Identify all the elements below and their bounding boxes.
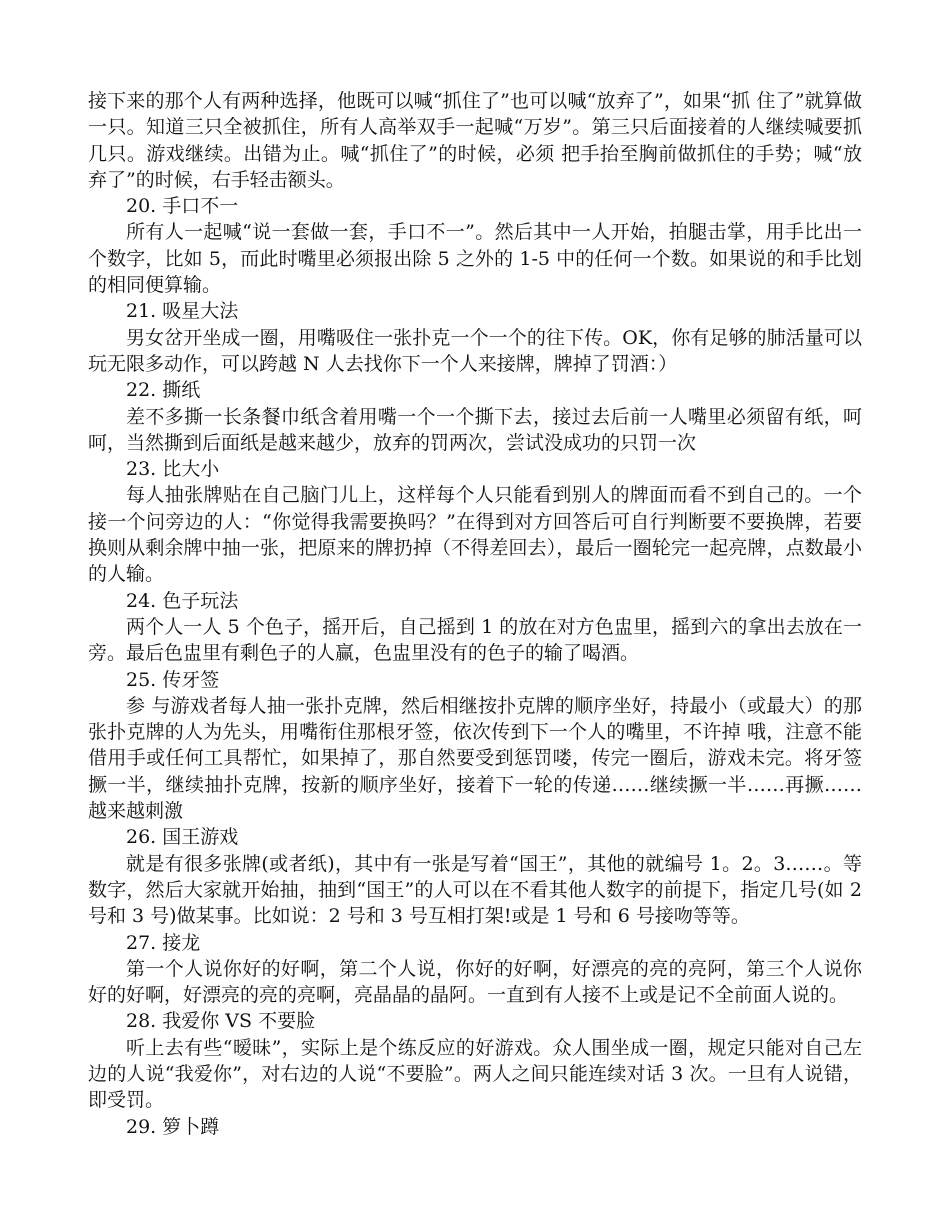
section-heading-20: 20. 手口不一 [126, 195, 239, 218]
section-heading-22: 22. 撕纸 [126, 379, 201, 402]
section-text-28: 听上去有些“暧昧”，实际上是个练反应的好游戏。众人围坐成一圈，规定只能对自己左边的人说“我爱你”，对右边的人说“不要脸”。两人之间只能连续对话 3 次。一旦有人说错，即受罚。 [88, 1036, 862, 1112]
section-text-26: 就是有很多张牌(或者纸)，其中有一张是写着“国王”，其他的就编号 1。2。3……。等数字，然后大家就开始抽，抽到“国王”的人可以在不看其他人数字的前提下，指定几号(如 2 号和 3 号)做某事。比如说：2 号和 3 号互相打架!或是 1 号和 6 号接吻等等。 [88, 852, 862, 928]
section-text-24: 两个人一人 5 个色子，摇开后，自己摇到 1 的放在对方色盅里，摇到六的拿出去放在一旁。最后色盅里有剩色子的人赢，色盅里没有的色子的输了喝酒。 [88, 615, 862, 665]
section-text-20: 所有人一起喊“说一套做一套，手口不一”。然后其中一人开始，拍腿击掌，用手比出一个数字，比如 5，而此时嘴里必须报出除 5 之外的 1-5 中的任何一个数。如果说的和手比划的相同便算输。 [88, 221, 862, 297]
intro-paragraph: 接下来的那个人有两种选择，他既可以喊“抓住了”也可以喊“放弃了”，如果“抓 住了”就算做一只。知道三只全被抓住，所有人高举双手一起喊“万岁”。第三只后面接着的人继续喊要抓几只。游戏继续。出错为止。喊“抓住了”的时候，必须 把手抬至胸前做抓住的手势；喊“放弃了”的时候，右手轻击额头。 [88, 90, 862, 191]
section-text-21: 男女岔开坐成一圈，用嘴吸住一张扑克一个一个的往下传。OK，你有足够的肺活量可以玩无限多动作，可以跨越 N 人去找你下一个人来接牌，牌掉了罚酒：） [88, 326, 862, 375]
section-heading-23: 23. 比大小 [126, 458, 220, 481]
section-heading-28: 28. 我爱你 VS 不要脸 [126, 1010, 316, 1033]
section-heading-24: 24. 色子玩法 [126, 589, 239, 612]
section-heading-21: 21. 吸星大法 [126, 300, 239, 323]
section-text-22: 差不多撕一长条餐巾纸含着用嘴一个一个撕下去，接过去后前一人嘴里必须留有纸，呵呵，当然撕到后面纸是越来越少，放弃的罚两次，尝试没成功的只罚一次 [88, 405, 862, 454]
section-heading-27: 27. 接龙 [126, 931, 201, 954]
section-text-25: 参 与游戏者每人抽一张扑克牌，然后相继按扑克牌的顺序坐好，持最小（或最大）的那张扑克牌的人为先头，用嘴衔住那根牙签，依次传到下一个人的嘴里，不许掉 哦，注意不能借用手或任何工具帮忙，如果掉了，那自然要受到惩罚喽，传完一圈后，游戏未完。将牙签撅一半，继续抽扑克牌，按新的顺序坐好，接着下一轮的传递……继续撅一半……再撅……越来越刺激 [88, 694, 862, 823]
section-heading-26: 26. 国王游戏 [126, 826, 239, 849]
section-text-27: 第一个人说你好的好啊，第二个人说，你好的好啊，好漂亮的亮的亮阿，第三个人说你好的好啊，好漂亮的亮的亮啊，亮晶晶的晶阿。一直到有人接不上或是记不全前面人说的。 [88, 957, 862, 1007]
section-heading-25: 25. 传牙签 [126, 668, 220, 691]
section-text-23: 每人抽张牌贴在自己脑门儿上，这样每个人只能看到别人的牌面而看不到自己的。一个接一个问旁边的人：“你觉得我需要换吗？”在得到对方回答后可自行判断要不要换牌，若要换则从剩余牌中抽一张，把原来的牌扔掉（不得差回去），最后一圈轮完一起亮牌，点数最小的人输。 [88, 484, 862, 586]
section-heading-29: 29. 箩卜蹲 [126, 1115, 220, 1138]
document-page [88, 88, 862, 1140]
